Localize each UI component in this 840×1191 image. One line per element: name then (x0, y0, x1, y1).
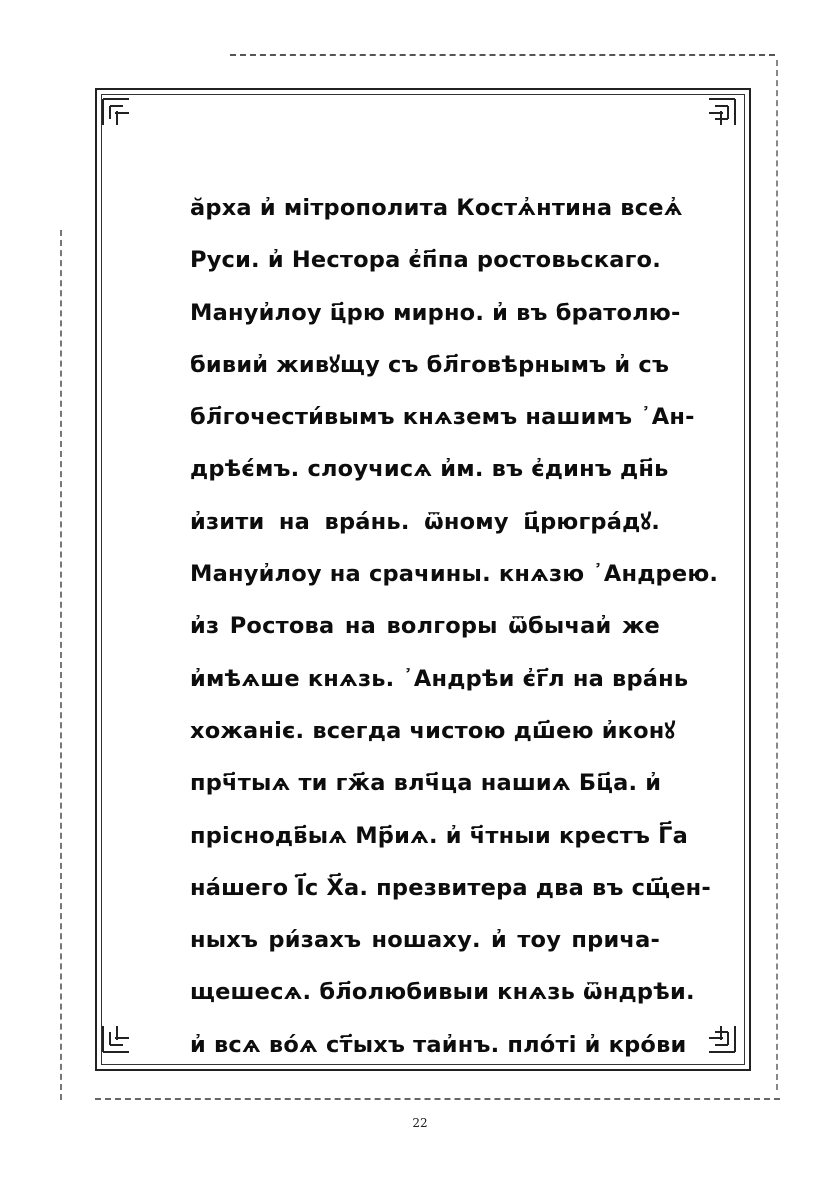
scan-edge-bottom (95, 1098, 780, 1100)
text-line: бивии҆ живꙋщу съ бл҃говѣрнымъ и҆ съ (190, 351, 670, 378)
old-church-slavonic-text (190, 186, 719, 1075)
text-line: ӑрха и҆ мітрополита Костѧ҆нтина всеѧ҆ (190, 195, 683, 221)
scan-edge-top (230, 54, 775, 56)
text-line: щешесѧ. бл҃олюбивыи кнѧзь ѿндрѣи. (190, 979, 695, 1006)
corner-ornament-top-left-icon (101, 97, 131, 127)
scan-edge-right (776, 60, 778, 1090)
text-line: пріснодв҃ыѧ Мр҃иѧ. и҆ ч҃тныи крестъ Г҃а (190, 822, 689, 849)
text-line: и҆з Ростова на волгоры ѿбычаи҆ же (190, 613, 660, 640)
text-line: Руси. и҆ Нестора є҆п҃па ростовьскаго. (190, 247, 661, 274)
text-line: ныхъ ри́захъ ношаху. и҆ тоу прича- (190, 927, 660, 954)
text-line: хожаніє. всегда чистою дш҃ею и҆конꙋ (190, 717, 676, 744)
text-line: Мануи҆лоу ц҃рю мирно. и҆ въ братолю- (190, 299, 681, 326)
text-line: и҆мѣѧше кнѧзь. ᾿Андрѣи є҆г҃л на вра́нь (190, 665, 689, 692)
text-line: и҆ всѧ во́ѧ ст҃ыхъ таи҆нъ. пло́ті и҆ кро́ви (190, 1031, 687, 1058)
text-line: бл҃гочести́вымъ кнѧземъ нашимъ ᾿Ан- (190, 404, 695, 431)
corner-ornament-bottom-right-icon (707, 1024, 737, 1054)
corner-ornament-top-right-icon (707, 97, 737, 127)
page-number: 22 (412, 1116, 428, 1130)
text-line: Мануи҆лоу на срачины. кнѧзю ᾿Андрею. (190, 561, 719, 588)
scan-edge-left (60, 230, 62, 1100)
text-line: и҆зити на вра́нь. ѿному ц҃рюгра́дꙋ. (190, 508, 660, 535)
corner-ornament-bottom-left-icon (101, 1024, 131, 1054)
text-line: прч҃тыѧ ти гж҃а влч҃ца нашиѧ Бц҃а. и҆ (190, 770, 662, 797)
text-line: дрѣє́мъ. слоучисѧ и҆м. въ є҆динъ дн҃ь (190, 456, 669, 483)
text-line: на́шего І҃с Х҃а. презвитера два въ сщ҃ен- (190, 874, 711, 901)
